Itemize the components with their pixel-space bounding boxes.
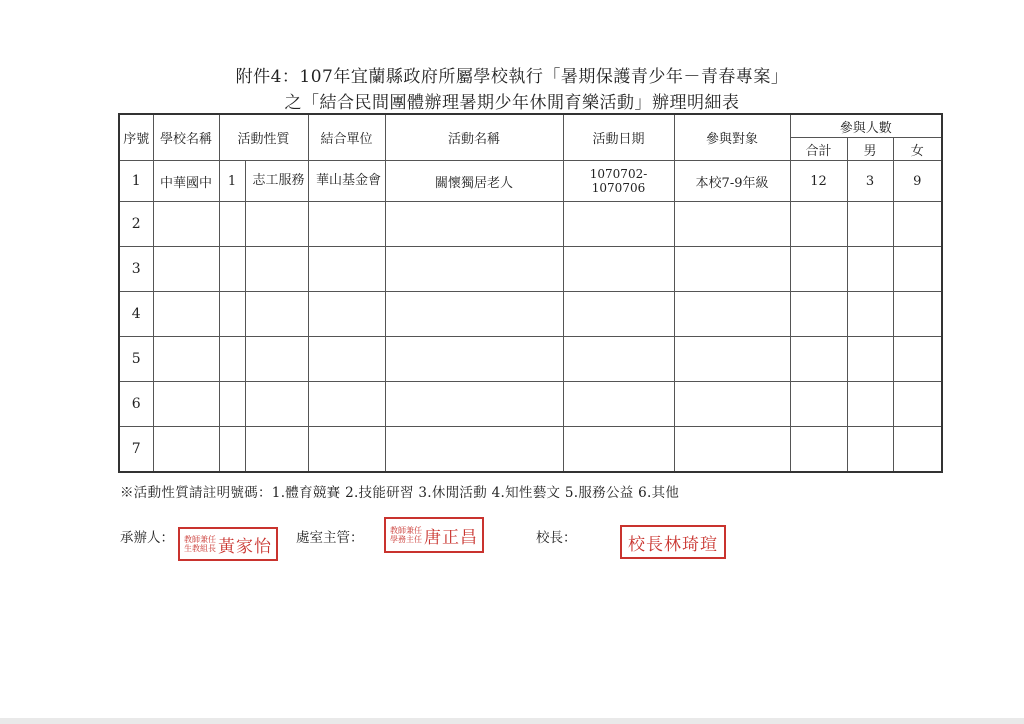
row-nature: 志工服務 xyxy=(245,161,308,202)
row-school: 中華國中 xyxy=(153,161,219,202)
principal-stamp: 校長林琦瑄 xyxy=(620,525,726,559)
row-target: 本校7-9年級 xyxy=(674,161,790,202)
scan-edge xyxy=(0,718,1024,724)
header-male: 男 xyxy=(847,138,893,161)
office-head-label: 處室主管： xyxy=(296,530,364,546)
table-row xyxy=(119,337,942,382)
handler-stamp-name: 黃家怡 xyxy=(218,536,272,557)
table-row xyxy=(119,247,942,292)
table-row xyxy=(119,202,942,247)
row-male: 3 xyxy=(847,161,893,202)
handler-stamp-title: 教師兼任 生教組長 xyxy=(184,535,216,553)
row-nature-code: 1 xyxy=(219,161,245,202)
row-activity: 關懷獨居老人 xyxy=(385,161,563,202)
handler-label: 承辦人： xyxy=(120,530,174,546)
activity-detail-table xyxy=(118,113,943,473)
header-row xyxy=(119,114,942,138)
office-head-stamp-name: 唐正昌 xyxy=(424,527,478,548)
table-row xyxy=(119,292,942,337)
title-line-1: 附件4：107年宜蘭縣政府所屬學校執行「暑期保護青少年－青春專案」 xyxy=(235,67,789,87)
header-partner: 結合單位 xyxy=(308,114,385,161)
row-female: 9 xyxy=(893,161,942,202)
row-total: 12 xyxy=(790,161,847,202)
activity-nature-note: ※活動性質請註明號碼：1.體育競賽 2.技能研習 3.休閒活動 4.知性藝文 5.服務公益 6.其他 xyxy=(120,485,680,501)
office-head-stamp xyxy=(384,517,484,553)
row-seq: 2 xyxy=(119,202,153,247)
table-row xyxy=(119,161,942,202)
row-seq: 3 xyxy=(119,247,153,292)
title-line-2: 之「結合民間團體辦理暑期少年休閒育樂活動」辦理明細表 xyxy=(284,93,740,113)
header-target: 參與對象 xyxy=(674,114,790,161)
table-row xyxy=(119,427,942,473)
row-seq: 1 xyxy=(119,161,153,202)
header-total: 合計 xyxy=(790,138,847,161)
row-seq: 7 xyxy=(119,427,153,473)
office-head-stamp-title: 教師兼任 學務主任 xyxy=(390,526,422,544)
row-seq: 6 xyxy=(119,382,153,427)
principal-label: 校長： xyxy=(536,530,577,546)
header-date: 活動日期 xyxy=(563,114,674,161)
row-date: 1070702-1070706 xyxy=(563,161,674,202)
header-school: 學校名稱 xyxy=(153,114,219,161)
row-seq: 5 xyxy=(119,337,153,382)
row-seq: 4 xyxy=(119,292,153,337)
handler-stamp xyxy=(178,527,278,561)
header-female: 女 xyxy=(893,138,942,161)
row-partner: 華山基金會 xyxy=(308,161,385,202)
header-participants: 參與人數 xyxy=(790,114,942,138)
header-activity: 活動名稱 xyxy=(385,114,563,161)
header-nature: 活動性質 xyxy=(219,114,308,161)
header-seq: 序號 xyxy=(119,114,153,161)
table-row xyxy=(119,382,942,427)
